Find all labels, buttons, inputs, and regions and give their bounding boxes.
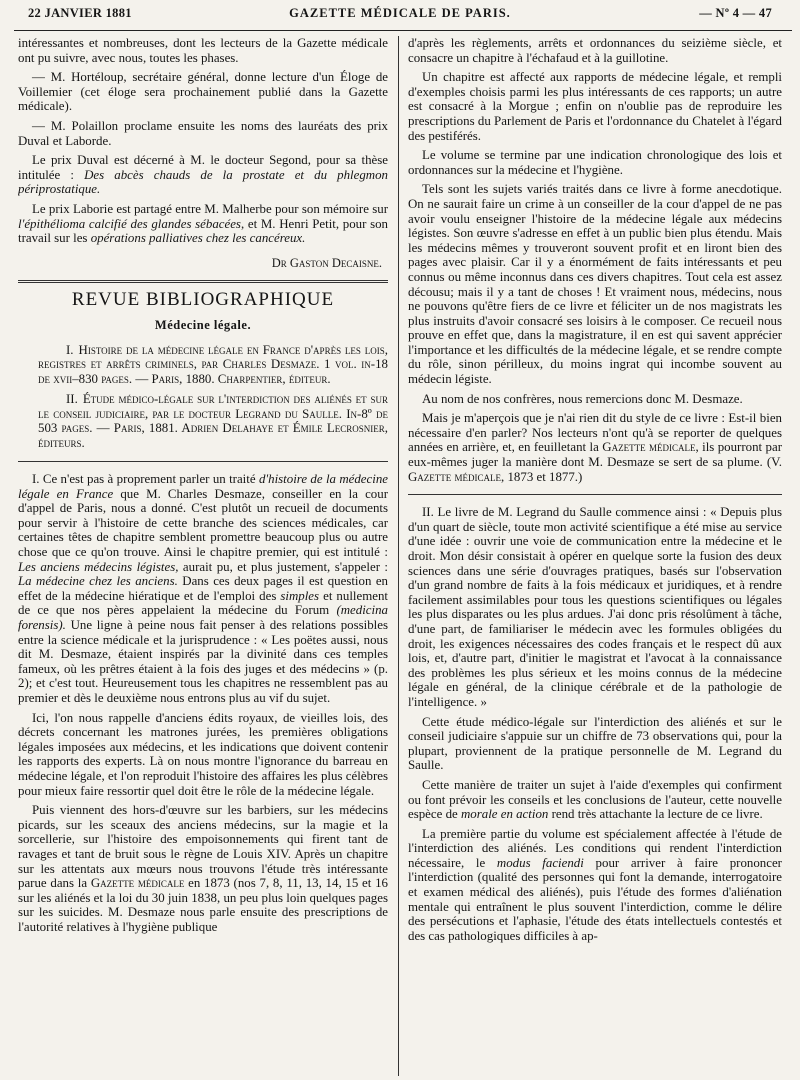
book-citation: Histoire de la médecine légale en France d'après les lois, registres et arrêts criminels, par Charles Desmaze. 1 vol. in-18 de xvii–830 pages. — Paris, 1880. Charpentier, éditeur. <box>38 342 388 387</box>
header-title: GAZETTE MÉDICALE DE PARIS. <box>289 6 511 20</box>
section-rule <box>18 280 388 283</box>
emphasis: La médecine chez les anciens. <box>18 574 178 589</box>
emphasis: Les anciens médecins légistes, <box>18 559 179 574</box>
header-rule <box>14 30 792 31</box>
review-paragraph-8: Au nom de nos confrères, nous remercions donc M. Desmaze. <box>422 391 743 406</box>
review-paragraph-9 <box>408 411 782 484</box>
emphasis: d'histoire de la médecine légale en France <box>18 472 388 501</box>
review-paragraph-13 <box>408 827 782 944</box>
book-number: I. <box>66 342 74 357</box>
right-column <box>408 36 782 1080</box>
text-span: Dans ces deux pages il est question en effet de la médecine hiératique et de l'emploi des <box>18 574 388 603</box>
text-span: Une ligne à peine nous fait penser à des relations possibles entre la science médicale et la jurisprudence : « Les poëtes aussi, nous dit M. Desmaze, étaient inspirés par la divinité dans ces temples fameux, où les prêtres étaient à la fois des juges et des médecins » (p. 2); et c'est tout. Heureusement tous les chapitres ne ressemblent pas au premier et dès le deuxième nous entrons plus au vif du sujet. <box>18 618 388 705</box>
text-span: ils pourront par eux-mêmes juger la manière dont M. Desmaze se sert de sa plume. (V. <box>408 440 782 470</box>
column-divider <box>398 36 399 1076</box>
text-span: La première partie du volume est spécialement affectée à l'étude de l'interdiction des aliénés. Les conditions qui rendent l'interdiction nécessaire, le <box>408 826 782 870</box>
emphasis: simples <box>280 588 320 603</box>
text-span: en 1873 (nos 7, 8, 11, 13, 14, 15 et 16 sur les aliénés et la loi du 30 juin 1838, un peu plus loin quelques pages sur les suicides. M. Desmaze nous parle ensuite des prescriptions de l'autorité relatives à l'hygiène publique <box>18 876 388 934</box>
paragraph-prix-laborie <box>18 202 388 246</box>
header-page-number: — Nº 4 — 47 <box>699 6 772 20</box>
text-span: rend très attachante la lecture de ce livre. <box>551 807 763 822</box>
memoir-title: l'épithélioma calcifié des glandes sébacées <box>18 216 241 231</box>
text-span: I. Ce n'est pas à proprement parler un traité <box>32 472 256 487</box>
separator-rule <box>408 494 782 495</box>
work-title: opérations palliatives chez les cancéreux. <box>90 231 306 246</box>
review-paragraph-7: Tels sont les sujets variés traités dans ce livre à forme anecdotique. On ne saurait faire un crime à un conseiller de la cour d'appel de ne pas avoir voulu enseigner l'histoire de la médecine légale aux médecins légistes. Son œuvre s'adresse en effet à un public bien plus étendu. Mais les médecins mêmes y trouveront souvent profit et en liront bien des pages avec plaisir. Car il y a énormément de faits intéressants et peu connus ou même inconnus dans ces divers chapitres. Tout cela est assez décousu; mais il y a tant de choses ! Et vraiment nous, médecins, nous ne pouvons qu'être fiers de ce livre et féliciter un de nos magistrats les plus instruits d'avoir consacré ses loisirs à le composer. Ce recueil nous prouve en effet que, dans la magistrature, il en est qui savent apprécier l'importance et les difficultés de la médecine légale, et se rendre compte du rôle, sinon périlleux, du moins ingrat qui incombe souvent au médecin légiste. <box>408 182 782 387</box>
text-span: que M. Charles Desmaze, conseiller en la cour d'appel de Paris, nous a donné. C'est plutôt un recueil de documents pour servir à l'histoire de cette branche des sciences médicales, car certaines têtes de chapitre semblent promettre beaucoup plus ou autre chose que ce qu'on trouve. Ainsi le chapitre premier, qui est intitulé : <box>18 486 388 560</box>
review-paragraph-10: II. Le livre de M. Legrand du Saulle commence ainsi : « Depuis plus d'un quart de siècle, toute mon activité scientifique a été mise au service d'une idée : ouvrir une voie de communication entre la médecine et le droit. Mon désir consistait à opérer en quelque sorte la fusion des deux sciences dans une série d'ouvrages pratiques, basés sur l'observation d'un grand nombre de faits à la fois médicaux et juridiques, et à rendre facilement assimilables pour tous les questions scientifiques ou légales les plus disparates ou les plus ardues. J'ai donc pris résolûment à tâche, d'une part, de familiariser le médecin avec les formules obligées du droit, les exigences nécessaires des codes français et le respect dû aux lois, et, d'autre part, d'initier le magistrat et l'avocat à la connaissance des problèmes les plus sérieux et les moins connus de la médecine légale en général, de la clinique cérébrale et de la pathologie de l'intelligence. » <box>408 505 782 709</box>
book-entry-1 <box>18 343 388 387</box>
text-span: , et M. Henri Petit, pour son travail sur les <box>18 216 388 246</box>
review-paragraph-5: Un chapitre est affecté aux rapports de médecine légale, et rempli d'exemples choisis parmi les plus intéressants de ces rapports; un autre est consacré à la Morgue ; enfin on n'oublie pas de reproduire les prescriptions du Parlement de Paris et l'ordonnance du Chatelet à l'égard des pestiférés. <box>408 70 782 143</box>
review-paragraph-2: Ici, l'on nous rappelle d'anciens édits royaux, de vieilles lois, des décrets concernant les matrones jurées, les premières obligations légales imposées aux médecins, et les indications que doivent contenir les rapports des experts. Là on nous montre l'ignorance du barreau en médecine légale, et l'on reproduit l'histoire des affaires les plus célèbres pour mieux faire ressortir quel doit être le rôle de la médecine légale. <box>18 710 388 798</box>
review-paragraph-6: Le volume se termine par une indication chronologique des lois et ordonnances sur la médecine et l'hygiène. <box>408 148 782 177</box>
journal-name: Gazette médicale, <box>408 469 505 484</box>
text-span: Le prix Duval est décerné à M. le docteur Segond, pour sa thèse intitulée : <box>18 153 388 182</box>
text-span: pour arriver à faire prononcer l'interdiction (qualité des personnes qui font la demande, interrogatoire et examen médical des aliénés), puis l'étude des formes d'aliénation mentale qui entraînent le plus souvent l'interdiction, comme le délire des persécutions et l'aphasie, l'étude des états intellectuels contestés et des cas pathologiques difficiles à ap- <box>408 855 782 943</box>
emphasis: morale en action <box>460 807 549 822</box>
paragraph-prix-duval <box>18 153 388 197</box>
text-span: et nullement de ce que nos pères appelaient la médecine du Forum <box>18 588 388 618</box>
text-span: aurait pu, et plus justement, s'appeler : <box>182 559 388 574</box>
text-span: Mais je m'aperçois que je n'ai rien dit du style de ce livre : Est-il bien nécessaire d'en parler? Nos lecteurs n'ont qu'à se reporter de quelques années en arrière, et, en feuilletant la <box>408 411 782 455</box>
text-span: 1873 et 1877.) <box>507 469 583 484</box>
review-paragraph-3 <box>18 803 388 934</box>
header-date: 22 JANVIER 1881 <box>28 6 132 20</box>
signature: Dr Gaston Decaisne. <box>271 255 382 270</box>
page-header <box>28 6 772 24</box>
review-paragraph-12 <box>408 778 782 822</box>
section-subheading: Médecine légale. <box>154 317 252 332</box>
journal-name: Gazette médicale <box>90 876 185 891</box>
text-span: Le prix Laborie est partagé entre M. Malherbe pour son mémoire sur <box>32 201 388 216</box>
separator-rule <box>18 461 388 462</box>
emphasis: (medicina forensis). <box>18 603 388 633</box>
text-span: Cette manière de traiter un sujet à l'aide d'exemples qui confirment ou font prévoir les conseils et les conclusions de l'auteur, cette nouvelle espèce de <box>408 777 782 822</box>
review-paragraph-4: d'après les règlements, arrêts et ordonnances du seizième siècle, et consacre un chapitre à l'échafaud et à la guillotine. <box>408 36 782 65</box>
left-column <box>18 36 388 1080</box>
journal-name: Gazette médicale, <box>602 440 699 455</box>
continuation-paragraph: intéressantes et nombreuses, dont les lecteurs de la Gazette médicale ont pu suivre, avec nous, toutes les phases. <box>18 36 388 65</box>
review-paragraph-1 <box>18 472 388 706</box>
book-number: II. <box>66 391 78 406</box>
book-entry-2 <box>18 392 388 451</box>
thesis-title: Des abcès chauds de la prostate et du phlegmon périprostatique. <box>18 167 388 197</box>
section-title: REVUE BIBLIOGRAPHIQUE <box>71 289 335 311</box>
emphasis: modus faciendi <box>496 855 584 870</box>
book-citation: Étude médico-légale sur l'interdiction des aliénés et sur le conseil judiciaire, par le docteur Legrand du Saulle. In-8º de 503 pages. — Paris, 1881. Adrien Delahaye et Émile Lecrosnier, éditeurs. <box>38 391 388 451</box>
paragraph-polaillon: — M. Polaillon proclame ensuite les noms des lauréats des prix Duval et Laborde. <box>18 118 388 148</box>
paragraph-horteloup: — M. Hortéloup, secrétaire général, donne lecture d'un Éloge de Voillemier (cet éloge sera prochainement publié dans la Gazette médicale). <box>18 70 388 114</box>
review-paragraph-11: Cette étude médico-légale sur l'interdiction des aliénés et sur le conseil judiciaire s'appuie sur un chiffre de 73 observations qui, pour la plupart, proviennent de la pratique personnelle de M. Legrand du Saulle. <box>408 714 782 773</box>
text-span: Puis viennent des hors-d'œuvre sur les barbiers, sur les médecins picards, sur les sceaux des anciens médecins, sur la magie et la sorcellerie, sur l'histoire des empoisonnements qui firent tant de ravages et tant de bruit sous le règne de Louis XIV. Après un chapitre sur les attentats aux mœurs nous trouvons l'étude très intéressante parue dans la <box>18 803 388 891</box>
